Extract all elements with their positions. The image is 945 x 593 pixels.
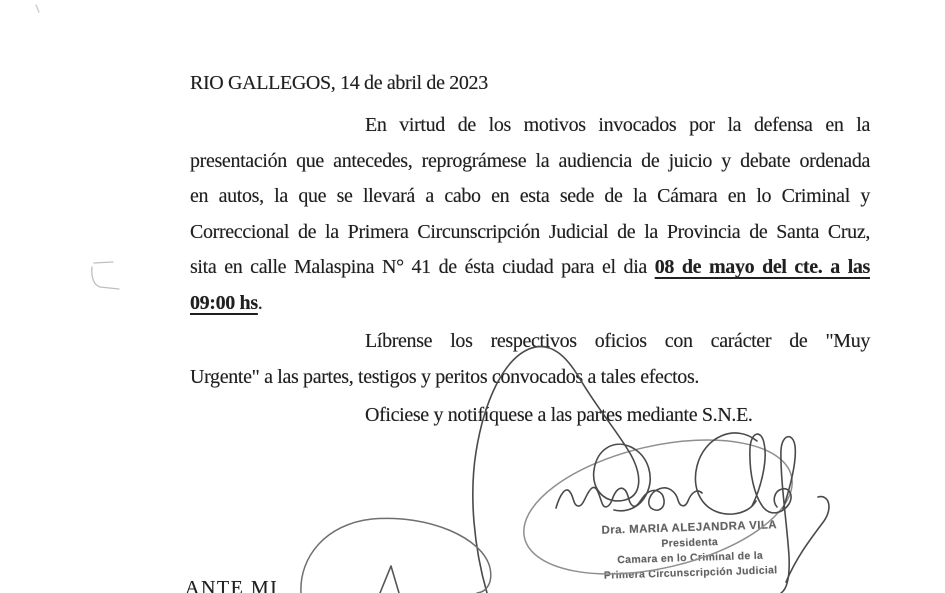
- sentence-period: .: [257, 291, 263, 314]
- margin-smudge-mark: [92, 262, 119, 289]
- body-line-1: En virtud de los motivos invocados por la defensa en la: [365, 114, 870, 136]
- signature-scrawl-stroke: [556, 487, 702, 510]
- hearing-date-highlight: 08 de mayo del cte. a las: [654, 256, 870, 278]
- body-line-7: Líbrense los respectivos oficios con carácter de "Muy: [365, 330, 870, 352]
- body-line-5: [190, 250, 870, 286]
- document-text-block: [190, 66, 870, 434]
- body-line-5-text: sita en calle Malaspina N° 41 de ésta ciudad para el dia: [190, 256, 655, 278]
- stamp-name: Dra. MARIA ALEJANDRA VILA: [601, 519, 778, 537]
- hearing-time-highlight: 09:00 hs: [190, 291, 258, 314]
- date-line: RIO GALLEGOS, 14 de abril de 2023: [190, 72, 488, 94]
- body-line-4: Correccional de la Primera Circunscripción Judicial de la Provincia de Santa Cruz,: [190, 220, 870, 243]
- second-signature-oval: [301, 518, 491, 593]
- stamp-org-line-1: Camara en lo Criminal de la: [617, 549, 764, 567]
- signature-d-loop-stroke: [750, 434, 791, 513]
- body-line-6: [190, 286, 870, 322]
- body-line-9: Oficiese y notifíquese a las partes mediante S.N.E.: [365, 404, 753, 426]
- body-line-2: presentación que antecedes, reprográmese la audiencia de juicio y debate ordenada: [190, 149, 870, 172]
- ante-mi-label: ANTE MI: [185, 577, 279, 593]
- official-stamp: [571, 517, 809, 584]
- signature-c-loop-stroke: [695, 433, 757, 514]
- top-left-speck: [36, 5, 39, 12]
- second-signature-caret: [380, 566, 399, 593]
- stamp-org-line-2: Primera Circunscripción Judicial: [603, 564, 778, 582]
- body-line-3: en autos, la que se llevará a cabo en esta sede de la Cámara en lo Criminal y: [190, 185, 870, 207]
- stamp-title: Presidenta: [661, 536, 719, 550]
- body-line-8: Urgente" a las partes, testigos y peritos convocados a tales efectos.: [190, 365, 700, 388]
